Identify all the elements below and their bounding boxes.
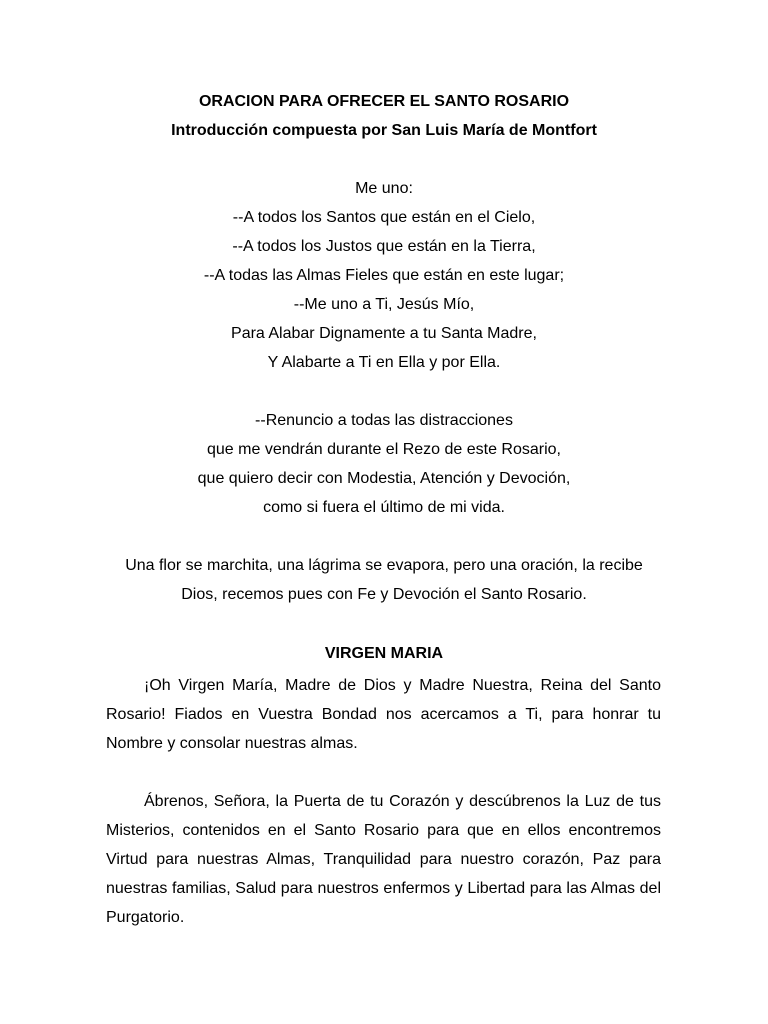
stanza-line: como si fuera el último de mi vida. bbox=[263, 499, 505, 516]
stanza-line: --A todos los Justos que están en la Tierra, bbox=[232, 238, 536, 255]
stanza-line: que me vendrán durante el Rezo de este Rosario, bbox=[207, 441, 561, 458]
title-block bbox=[0, 87, 768, 145]
stanza-line: --Me uno a Ti, Jesús Mío, bbox=[293, 296, 475, 313]
stanza-line: Una flor se marchita, una lágrima se evapora, pero una oración, la recibe bbox=[125, 557, 643, 574]
virgen-maria-heading: VIRGEN MARIA bbox=[324, 645, 444, 662]
renuncio-stanza bbox=[0, 406, 768, 522]
document-subtitle: Introducción compuesta por San Luis María de Montfort bbox=[171, 122, 597, 139]
stanza-line: --Renuncio a todas las distracciones bbox=[255, 412, 513, 429]
prayer-paragraph: ¡Oh Virgen María, Madre de Dios y Madre Nuestra, Reina del Santo Rosario! Fiados en Vuestra Bondad nos acercamos a Ti, para honrar tu Nombre y consolar nuestras almas. bbox=[106, 677, 661, 752]
document-title: ORACION PARA OFRECER EL SANTO ROSARIO bbox=[198, 93, 570, 110]
stanza-line: que quiero decir con Modestia, Atención y Devoción, bbox=[197, 470, 571, 487]
stanza-line: --A todos los Santos que están en el Cielo, bbox=[232, 209, 536, 226]
stanza-line: Para Alabar Dignamente a tu Santa Madre, bbox=[231, 325, 537, 342]
invocation-stanza bbox=[0, 174, 768, 377]
prayer-paragraph: Ábrenos, Señora, la Puerta de tu Corazón y descúbrenos la Luz de tus Misterios, contenidos en el Santo Rosario para que en ellos encontremos Virtud para nuestras Almas, Tranquilidad para nuestro corazón, Paz para nuestras familias, Salud para nuestros enfermos y Libertad para las Almas del Purgatorio. bbox=[106, 793, 661, 926]
stanza-line: Y Alabarte a Ti en Ella y por Ella. bbox=[267, 354, 501, 371]
flor-stanza bbox=[0, 551, 768, 609]
stanza-line: --A todas las Almas Fieles que están en este lugar; bbox=[203, 267, 565, 284]
section-heading bbox=[0, 639, 768, 668]
stanza-line: Me uno: bbox=[355, 180, 413, 197]
stanza-line: Dios, recemos pues con Fe y Devoción el Santo Rosario. bbox=[181, 586, 587, 603]
